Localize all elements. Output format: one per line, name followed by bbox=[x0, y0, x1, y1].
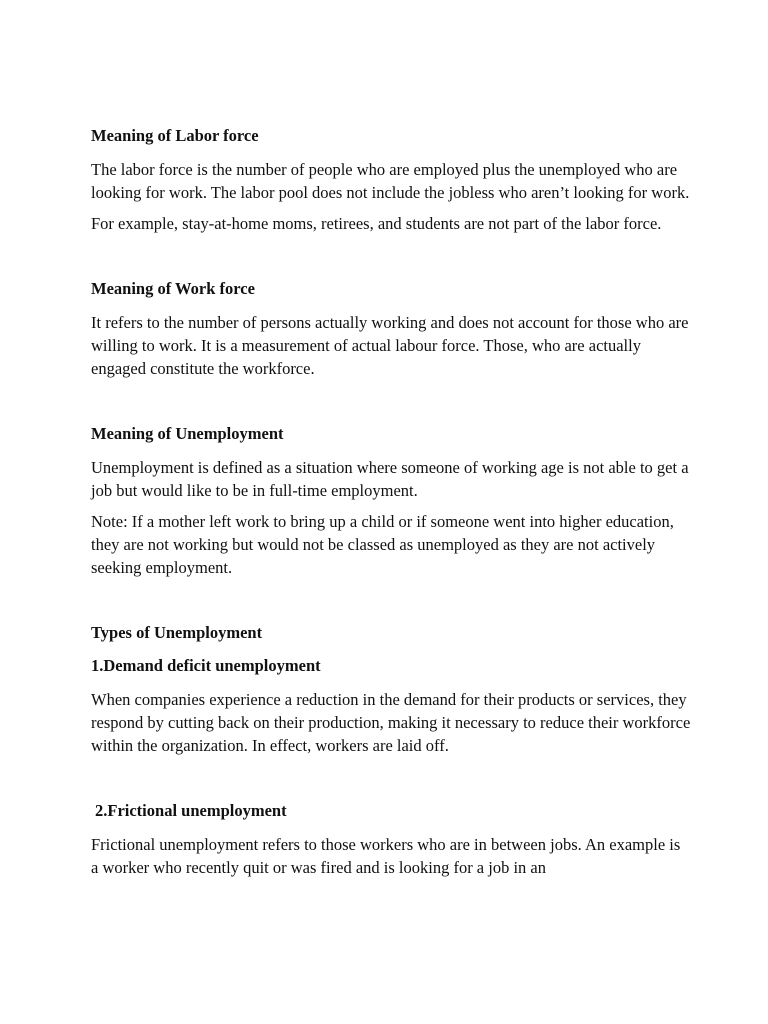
heading-work-force: Meaning of Work force bbox=[91, 279, 255, 298]
heading-frictional-unemployment: 2.Frictional unemployment bbox=[95, 801, 287, 820]
heading-types-of-unemployment: Types of Unemployment bbox=[91, 623, 263, 642]
heading-labor-force: Meaning of Labor force bbox=[91, 126, 259, 145]
paragraph-labor-force-example: For example, stay-at-home moms, retirees, and students are not part of the labor force. bbox=[91, 214, 662, 233]
paragraph-work-force-definition: It refers to the number of persons actually working and does not account for those who are willing to work. It is a measurement of actual labour force. Those, who are actually engaged constitute the workforce. bbox=[91, 313, 689, 378]
subheading-demand-deficit: 1.Demand deficit unemployment bbox=[91, 656, 321, 675]
paragraph-frictional-unemployment: Frictional unemployment refers to those workers who are in between jobs. An example is a worker who recently quit or was fired and is looking for a job in an bbox=[91, 835, 681, 877]
paragraph-unemployment-note: Note: If a mother left work to bring up a child or if someone went into higher education, they are not working but would not be classed as unemployed as they are not actively seeking employment. bbox=[91, 512, 674, 577]
paragraph-demand-deficit: When companies experience a reduction in the demand for their products or services, they respond by cutting back on their production, making it necessary to reduce their workforce within the organization. In effect, workers are laid off. bbox=[91, 690, 691, 755]
paragraph-labor-force-definition: The labor force is the number of people who are employed plus the unemployed who are looking for work. The labor pool does not include the jobless who aren’t looking for work. bbox=[91, 160, 690, 202]
paragraph-unemployment-definition: Unemployment is defined as a situation where someone of working age is not able to get a job but would like to be in full-time employment. bbox=[91, 458, 689, 500]
heading-unemployment: Meaning of Unemployment bbox=[91, 424, 284, 443]
document-body bbox=[91, 125, 691, 879]
